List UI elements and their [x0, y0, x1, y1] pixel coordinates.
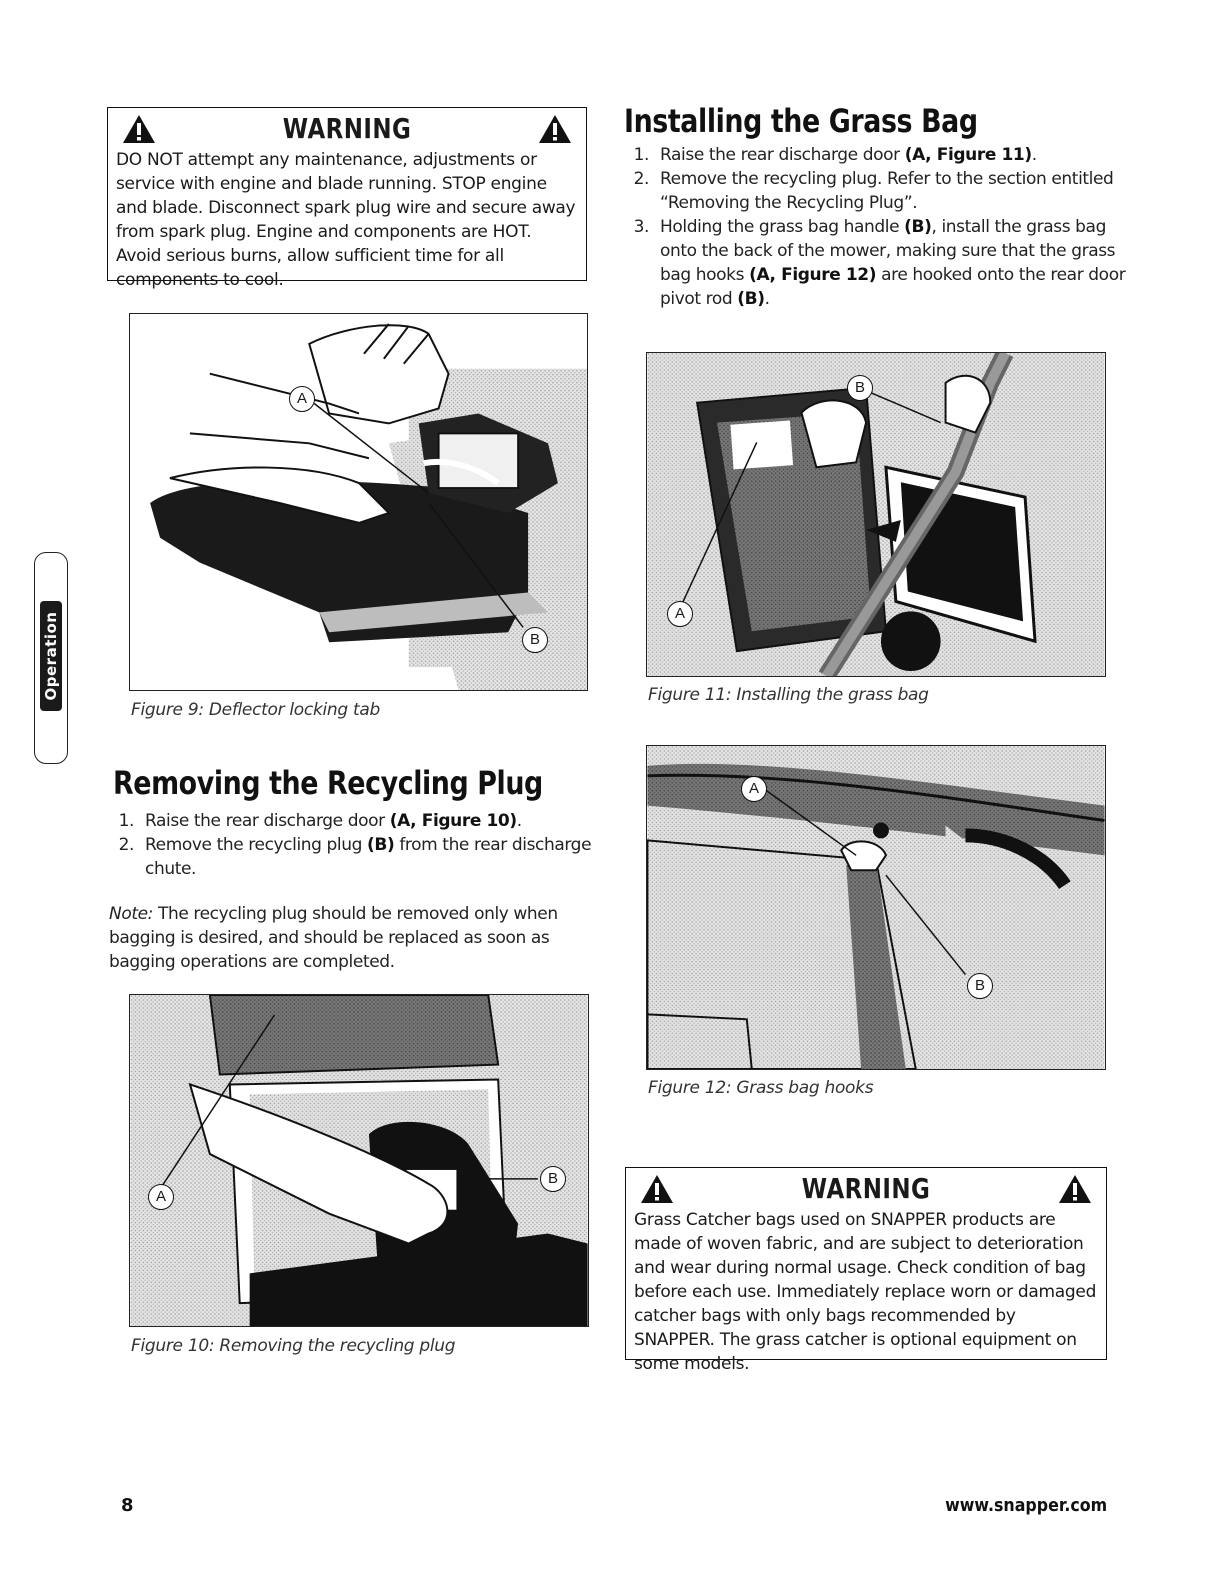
- heading-removing-recycling-plug: Removing the Recycling Plug: [113, 764, 543, 802]
- step-item: 1. Raise the rear discharge door (A, Figure 11).: [654, 143, 1144, 167]
- figure-10-recycling-plug: [129, 994, 589, 1327]
- heading-installing-grass-bag: Installing the Grass Bag: [624, 102, 978, 140]
- figure-9-caption: Figure 9: Deflector locking tab: [131, 700, 380, 720]
- side-tab-marker: [40, 601, 62, 711]
- callout-a: A: [667, 601, 693, 627]
- figure-9-deflector-tab: [129, 313, 588, 691]
- warning-triangle-icon: [538, 114, 572, 144]
- installing-bag-steps: [624, 143, 1144, 311]
- step-item: 3. Holding the grass bag handle (B), install the grass bag onto the back of the mower, making sure that the grass bag hooks (A, Figure 12) are hooked onto the rear door pivot rod (B).: [654, 215, 1144, 311]
- figure-10-caption: Figure 10: Removing the recycling plug: [131, 1336, 456, 1356]
- figure-12-caption: Figure 12: Grass bag hooks: [648, 1078, 874, 1098]
- step-item: 2. Remove the recycling plug (B) from the rear discharge chute.: [139, 833, 609, 881]
- deflector-illustration: [130, 314, 587, 690]
- callout-b: B: [847, 375, 873, 401]
- callout-b: B: [967, 973, 993, 999]
- callout-a: A: [289, 386, 315, 412]
- grass-bag-install-illustration: [647, 353, 1105, 676]
- step-item: 1. Raise the rear discharge door (A, Figure 10).: [139, 809, 609, 833]
- step-item: 2. Remove the recycling plug. Refer to the section entitled “Removing the Recycling Plug”.: [654, 167, 1144, 215]
- callout-b: B: [522, 627, 548, 653]
- removing-plug-steps: [109, 809, 609, 881]
- warning-box-maintenance: [107, 107, 587, 290]
- figure-12-bag-hooks: [646, 745, 1106, 1070]
- warning-title: WARNING: [801, 1172, 931, 1205]
- recycling-plug-illustration: [130, 995, 588, 1326]
- callout-b: B: [540, 1166, 566, 1192]
- side-tab: [34, 552, 68, 764]
- figure-11-caption: Figure 11: Installing the grass bag: [648, 685, 929, 705]
- callout-a: A: [741, 776, 767, 802]
- warning-text: DO NOT attempt any maintenance, adjustments or service with engine and blade running. STOP engine and blade. Disconnect spark plug wire and secure away from spark plug. Engine and components are HOT. Avoid serious burns, allow sufficient time for all components to cool.: [116, 150, 576, 290]
- footer-website: www.snapper.com: [944, 1495, 1107, 1516]
- page-number: 8: [121, 1495, 134, 1516]
- side-tab-label: Operation: [42, 611, 60, 701]
- warning-title: WARNING: [282, 112, 412, 145]
- warning-text: Grass Catcher bags used on SNAPPER products are made of woven fabric, and are subject to deterioration and wear during normal usage. Check condition of bag before each use. Immediately replace worn or damaged catcher bags with only bags recommended by SNAPPER. The grass catcher is optional equipment on some models.: [634, 1210, 1097, 1374]
- callout-a: A: [148, 1184, 174, 1210]
- warning-box-grass-catcher: [625, 1167, 1107, 1374]
- note-recycling-plug: Note: The recycling plug should be removed only when bagging is desired, and should be replaced as soon as bagging operations are completed.: [109, 904, 558, 972]
- figure-11-installing-bag: [646, 352, 1106, 677]
- warning-triangle-icon: [1058, 1174, 1092, 1204]
- grass-bag-hooks-illustration: [647, 746, 1105, 1069]
